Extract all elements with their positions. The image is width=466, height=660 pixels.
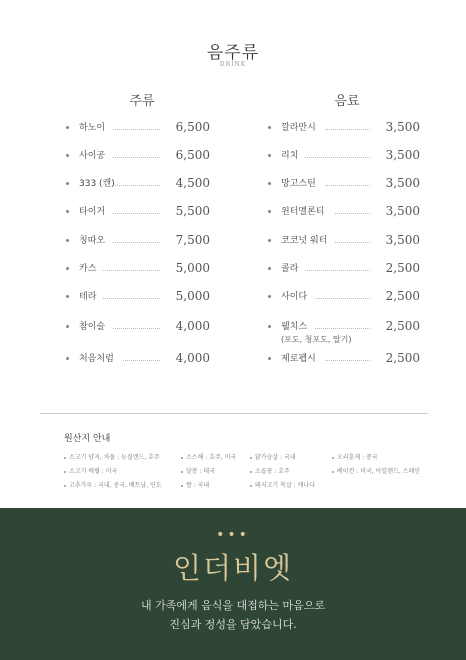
menu-item	[268, 262, 420, 278]
tagline-line-2: 진심과 정성을 담았습니다.	[169, 618, 297, 631]
page-title: 음주류	[206, 43, 260, 63]
menu-item	[66, 290, 210, 306]
menu-item	[268, 319, 420, 344]
menu-item	[268, 234, 420, 250]
menu-item	[66, 234, 210, 250]
bullet-icon	[332, 471, 334, 473]
origin-item	[250, 452, 296, 461]
bullet-icon	[268, 295, 271, 298]
menu-item-price: 4,000	[175, 351, 210, 365]
origin-item	[64, 466, 117, 475]
origin-item-text: 소곱창 : 호주	[255, 468, 290, 475]
bullet-icon	[268, 267, 271, 270]
menu-item-price: 3,500	[385, 148, 420, 162]
menu-item-price: 2,500	[385, 319, 420, 333]
menu-item-name: 웰치스	[281, 322, 308, 332]
bullet-icon	[268, 154, 271, 157]
dot-leader	[103, 270, 160, 271]
menu-item	[66, 121, 210, 137]
menu-item	[66, 177, 210, 193]
menu-item-name: 사이다	[281, 292, 308, 302]
origin-item-text: 소스해 : 호주, 미국	[186, 454, 237, 461]
menu-item	[66, 262, 210, 278]
bullet-icon	[268, 182, 271, 185]
bullet-icon	[181, 457, 183, 459]
dot-leader	[335, 213, 370, 214]
menu-item-name: 제로펩시	[281, 354, 316, 364]
menu-item-price: 5,000	[175, 261, 210, 275]
menu-item	[66, 205, 210, 221]
menu-item	[268, 149, 420, 165]
menu-item	[268, 352, 420, 368]
menu-item	[268, 177, 420, 193]
dot-leader	[113, 242, 160, 243]
bullet-icon	[64, 471, 66, 473]
menu-item-name: 타이거	[79, 207, 106, 217]
menu-item-name: 코코넛 워터	[281, 236, 328, 246]
menu-item-name: 깔라만시	[281, 123, 316, 133]
section-divider	[40, 413, 428, 414]
origin-item	[64, 452, 160, 461]
footer-banner	[0, 508, 466, 660]
bullet-icon	[250, 457, 252, 459]
dot-leader	[113, 213, 160, 214]
bullet-icon	[66, 295, 69, 298]
bullet-icon	[268, 325, 271, 328]
menu-item-name: 콜라	[281, 264, 299, 274]
bullet-icon	[181, 471, 183, 473]
menu-item-price: 2,500	[385, 289, 420, 303]
origin-item-text: 쌀 : 국내	[186, 482, 210, 489]
menu-item-name: 사이공	[79, 151, 106, 161]
menu-item-price: 5,500	[175, 204, 210, 218]
origin-item-text: 베이컨 : 미국, 아일랜드, 스페인	[337, 468, 421, 475]
menu-item-name: 칭따오	[79, 236, 106, 246]
origin-item-text: 돼지고기 목살 : 캐나다	[255, 482, 315, 489]
dot-leader	[113, 129, 160, 130]
dot-leader	[305, 270, 370, 271]
menu-item	[66, 320, 210, 336]
footer-dots: •••	[216, 527, 250, 543]
menu-item-price: 6,500	[175, 148, 210, 162]
origin-item	[332, 466, 420, 475]
dot-leader	[315, 298, 370, 299]
menu-item-price: 4,000	[175, 319, 210, 333]
bullet-icon	[66, 239, 69, 242]
menu-item-price: 3,500	[385, 120, 420, 134]
origin-item-text: 소고기 양지, 차돌 : 뉴질랜드, 호주	[69, 454, 160, 461]
menu-item-price: 4,500	[175, 176, 210, 190]
dot-leader	[335, 242, 370, 243]
origin-item	[181, 452, 236, 461]
menu-item-name: 하노이	[79, 123, 106, 133]
bullet-icon	[250, 471, 252, 473]
bullet-icon	[268, 210, 271, 213]
menu-item-price: 3,500	[385, 204, 420, 218]
menu-item-price: 5,000	[175, 289, 210, 303]
origin-item-text: 소고기 배립 : 미국	[69, 468, 118, 475]
bullet-icon	[268, 239, 271, 242]
origin-item-text: 닭가슴살 : 국내	[255, 454, 296, 461]
bullet-icon	[66, 126, 69, 129]
menu-item-price: 3,500	[385, 176, 420, 190]
origin-item-text: 달봉 : 태국	[186, 468, 216, 475]
menu-item-name: 리치	[281, 151, 299, 161]
bullet-icon	[66, 267, 69, 270]
menu-item-name: 테라	[79, 292, 97, 302]
origin-item	[64, 480, 162, 489]
bullet-icon	[332, 457, 334, 459]
menu-item-name: 처음처럼	[79, 354, 114, 364]
origin-item	[250, 480, 315, 489]
menu-item-price: 7,500	[175, 233, 210, 247]
menu-item	[268, 121, 420, 137]
menu-item	[268, 205, 420, 221]
menu-item-price: 6,500	[175, 120, 210, 134]
menu-item-options: (포도, 청포도, 딸기)	[281, 335, 352, 344]
bullet-icon	[66, 182, 69, 185]
brand-logo: 인더비엣	[172, 551, 294, 585]
dot-leader	[113, 328, 160, 329]
bullet-icon	[64, 457, 66, 459]
menu-item-name: 333 (캔)	[79, 179, 115, 189]
dot-leader	[113, 157, 160, 158]
bullet-icon	[64, 485, 66, 487]
bullet-icon	[181, 485, 183, 487]
tagline-line-1: 내 가족에게 음식을 대접하는 마음으로	[140, 599, 325, 612]
bullet-icon	[66, 325, 69, 328]
origin-title: 원산지 안내	[64, 434, 111, 444]
menu-item-price: 2,500	[385, 261, 420, 275]
dot-leader	[115, 185, 160, 186]
origin-item	[181, 466, 215, 475]
menu-item	[66, 352, 210, 368]
dot-leader	[305, 157, 370, 158]
bullet-icon	[66, 154, 69, 157]
bullet-icon	[268, 126, 271, 129]
menu-item	[268, 290, 420, 306]
bullet-icon	[250, 485, 252, 487]
column-heading-alcohol: 주류	[129, 94, 155, 109]
dot-leader	[325, 360, 370, 361]
bullet-icon	[268, 357, 271, 360]
dot-leader	[325, 185, 370, 186]
menu-item-name: 윈터멜론티	[281, 207, 325, 217]
menu-item-name: 망고스틴	[281, 179, 316, 189]
origin-item	[332, 452, 378, 461]
menu-item-name: 참이슬	[79, 322, 106, 332]
menu-item-price: 3,500	[385, 233, 420, 247]
origin-item-text: 오리훈제 : 중국	[337, 454, 378, 461]
page-subtitle: DRINK	[219, 61, 247, 68]
menu-item	[66, 149, 210, 165]
bullet-icon	[66, 357, 69, 360]
dot-leader	[325, 129, 370, 130]
origin-item	[181, 480, 209, 489]
dot-leader	[103, 298, 160, 299]
menu-item-name: 카스	[79, 264, 97, 274]
origin-item-text: 고추가루 : 국내, 중국, 베트남, 인도	[69, 482, 162, 489]
column-heading-beverage: 음료	[334, 94, 360, 109]
origin-item	[250, 466, 290, 475]
menu-item-price: 2,500	[385, 351, 420, 365]
bullet-icon	[66, 210, 69, 213]
dot-leader	[315, 328, 370, 329]
dot-leader	[123, 360, 160, 361]
